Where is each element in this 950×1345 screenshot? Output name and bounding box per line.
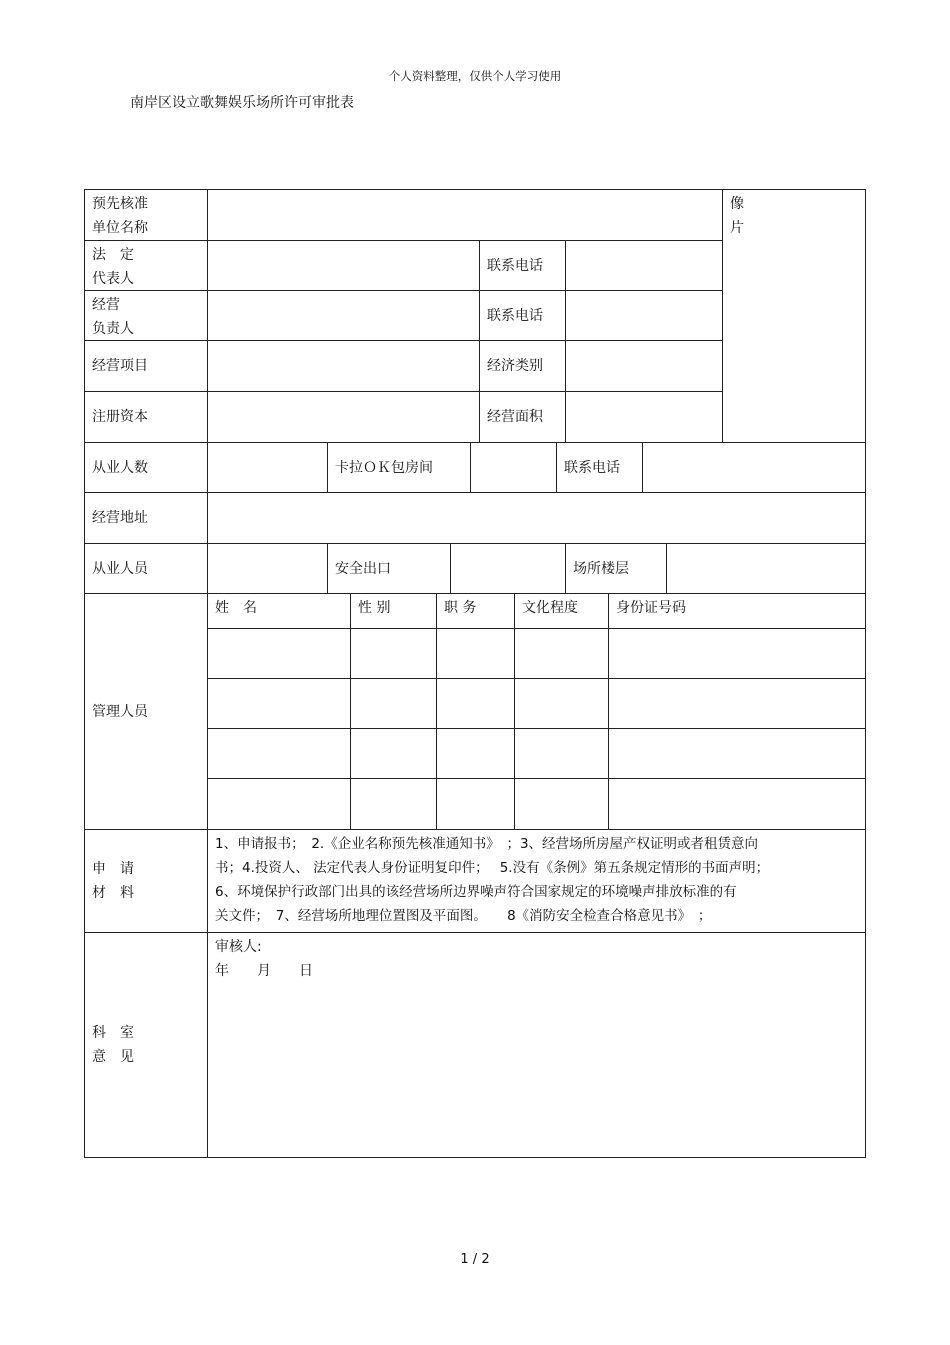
mgmt-cell[interactable] bbox=[436, 728, 515, 779]
karaoke-rooms-field[interactable] bbox=[470, 442, 557, 493]
venue-phone-label: 联系电话 bbox=[556, 442, 643, 493]
registered-capital-label: 注册资本 bbox=[84, 391, 208, 443]
label-line: 单位名称 bbox=[92, 220, 148, 236]
business-items-field[interactable] bbox=[207, 340, 480, 392]
review-date: 年 月 日 bbox=[215, 963, 313, 979]
business-items-label: 经营项目 bbox=[84, 340, 208, 392]
safety-exit-label: 安全出口 bbox=[327, 543, 451, 594]
pre-approved-name-field[interactable] bbox=[207, 189, 723, 241]
mgmt-header-name: 姓 名 bbox=[207, 593, 351, 629]
reviewer-label: 审核人: bbox=[215, 939, 262, 955]
business-address-field[interactable] bbox=[207, 492, 866, 544]
mgmt-cell[interactable] bbox=[514, 678, 609, 729]
business-area-label: 经营面积 bbox=[479, 391, 566, 443]
mgmt-header-position: 职 务 bbox=[436, 593, 515, 629]
floor-field[interactable] bbox=[666, 543, 866, 594]
mgmt-cell[interactable] bbox=[436, 678, 515, 729]
form-title: 南岸区设立歌舞娱乐场所许可审批表 bbox=[130, 95, 354, 111]
label-line: 申 请 bbox=[92, 861, 134, 877]
mgmt-cell[interactable] bbox=[608, 628, 866, 679]
management-label: 管理人员 bbox=[84, 593, 208, 830]
label-line: 经营 bbox=[92, 297, 120, 313]
mgmt-cell[interactable] bbox=[436, 778, 515, 830]
label-line: 负责人 bbox=[92, 321, 134, 337]
economic-type-field[interactable] bbox=[565, 340, 723, 392]
mgmt-cell[interactable] bbox=[608, 778, 866, 830]
mgmt-cell[interactable] bbox=[436, 628, 515, 679]
business-address-label: 经营地址 bbox=[84, 492, 208, 544]
safety-exit-field[interactable] bbox=[450, 543, 566, 594]
mgmt-header-gender: 性 别 bbox=[350, 593, 437, 629]
materials-label bbox=[84, 829, 208, 933]
photo-label: 像 bbox=[730, 196, 744, 212]
economic-type-label: 经济类别 bbox=[479, 340, 566, 392]
mgmt-cell[interactable] bbox=[350, 728, 437, 779]
mgmt-cell[interactable] bbox=[608, 728, 866, 779]
label-line: 科 室 bbox=[92, 1025, 134, 1041]
staff-count-field[interactable] bbox=[207, 442, 328, 493]
mgmt-cell[interactable] bbox=[207, 678, 351, 729]
mgmt-header-id-number: 身份证号码 bbox=[608, 593, 866, 629]
legal-rep-field[interactable] bbox=[207, 240, 480, 291]
materials-list bbox=[207, 829, 866, 933]
manager-label bbox=[84, 290, 208, 341]
materials-line: 书；4.投资人、 法定代表人身份证明复印件； 5.没有《条例》第五条规定情形的书面声明； bbox=[215, 860, 770, 876]
manager-phone-field[interactable] bbox=[565, 290, 723, 341]
business-area-field[interactable] bbox=[565, 391, 723, 443]
mgmt-cell[interactable] bbox=[514, 778, 609, 830]
mgmt-header-education: 文化程度 bbox=[514, 593, 609, 629]
staff-label: 从业人员 bbox=[84, 543, 208, 594]
mgmt-cell[interactable] bbox=[514, 728, 609, 779]
label-line: 法 定 bbox=[92, 247, 134, 263]
dept-opinion-field[interactable] bbox=[207, 932, 866, 1158]
mgmt-cell[interactable] bbox=[514, 628, 609, 679]
legal-rep-phone-field[interactable] bbox=[565, 240, 723, 291]
mgmt-cell[interactable] bbox=[608, 678, 866, 729]
karaoke-rooms-label: 卡拉ＯＫ包房间 bbox=[327, 442, 471, 493]
photo-label: 片 bbox=[730, 220, 744, 236]
manager-phone-label: 联系电话 bbox=[479, 290, 566, 341]
pre-approved-name-label bbox=[84, 189, 208, 241]
label-line: 代表人 bbox=[92, 271, 134, 287]
registered-capital-field[interactable] bbox=[207, 391, 480, 443]
floor-label: 场所楼层 bbox=[565, 543, 667, 594]
manager-field[interactable] bbox=[207, 290, 480, 341]
mgmt-cell[interactable] bbox=[350, 778, 437, 830]
legal-rep-label bbox=[84, 240, 208, 291]
page-number: 1 / 2 bbox=[460, 1252, 490, 1267]
header-note: 个人资料整理，仅供个人学习使用 bbox=[388, 69, 562, 83]
materials-line: 关文件； 7、经营场所地理位置图及平面图。 8《消防安全检查合格意见书》 ； bbox=[215, 908, 712, 924]
staff-field[interactable] bbox=[207, 543, 328, 594]
venue-phone-field[interactable] bbox=[642, 442, 866, 493]
label-line: 预先核准 bbox=[92, 196, 148, 212]
mgmt-cell[interactable] bbox=[207, 778, 351, 830]
label-line: 意 见 bbox=[92, 1049, 134, 1065]
dept-opinion-label bbox=[84, 932, 208, 1158]
mgmt-cell[interactable] bbox=[350, 628, 437, 679]
label-line: 材 料 bbox=[92, 885, 134, 901]
photo-box bbox=[722, 189, 866, 443]
mgmt-cell[interactable] bbox=[350, 678, 437, 729]
materials-line: 6、环境保护行政部门出具的该经营场所边界噪声符合国家规定的环境噪声排放标准的有 bbox=[215, 884, 737, 900]
mgmt-cell[interactable] bbox=[207, 728, 351, 779]
staff-count-label: 从业人数 bbox=[84, 442, 208, 493]
materials-line: 1、申请报书； 2.《企业名称预先核准通知书》 ；3、经营场所房屋产权证明或者租赁意向 bbox=[215, 836, 759, 852]
mgmt-cell[interactable] bbox=[207, 628, 351, 679]
legal-rep-phone-label: 联系电话 bbox=[479, 240, 566, 291]
